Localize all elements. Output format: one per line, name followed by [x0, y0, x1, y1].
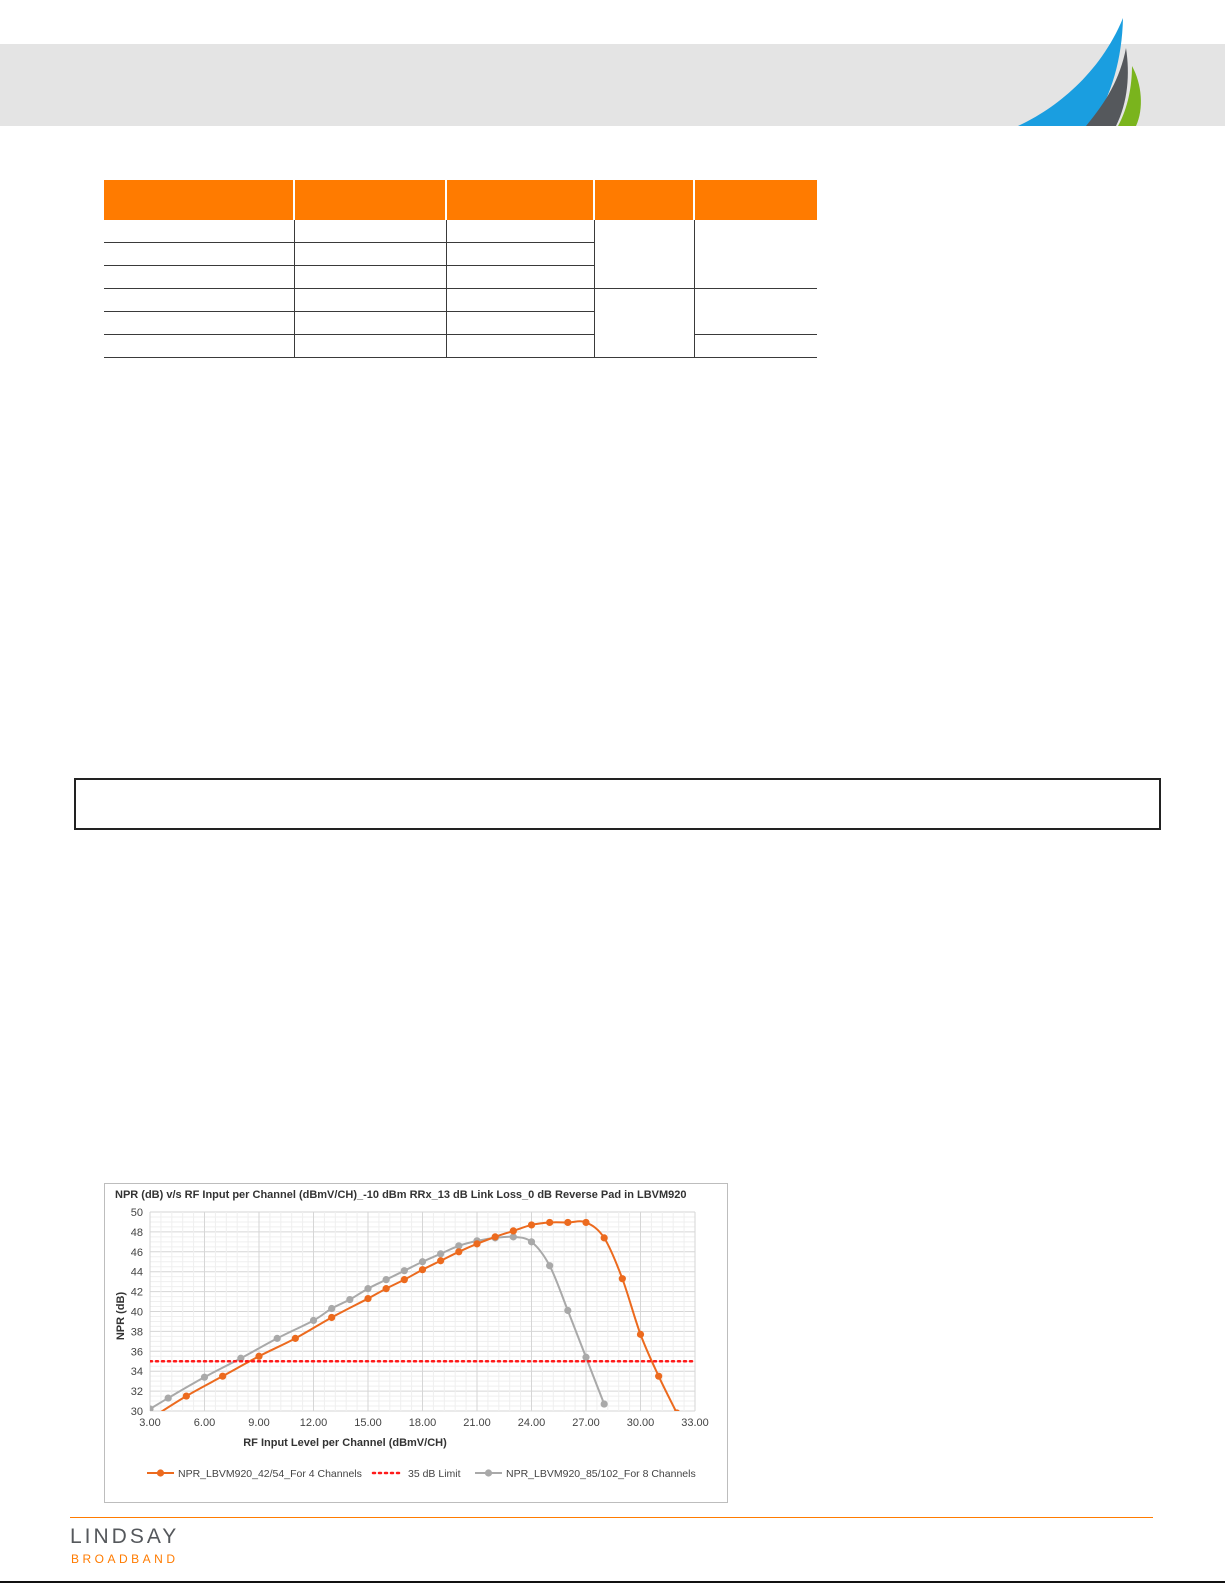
- sail-logo-icon: [1010, 14, 1160, 129]
- data-point: [328, 1314, 335, 1321]
- data-point: [401, 1267, 408, 1274]
- data-point: [364, 1285, 371, 1292]
- x-tick-label: 21.00: [463, 1417, 491, 1429]
- table-cell: [446, 266, 594, 289]
- y-tick-label: 44: [130, 1266, 143, 1279]
- table-cell: [594, 289, 694, 358]
- legend-marker: [157, 1469, 164, 1476]
- chart-legend: [147, 1468, 696, 1480]
- y-tick-label: 40: [130, 1306, 143, 1319]
- bottom-rule: [0, 1581, 1225, 1583]
- x-tick-label: 18.00: [408, 1417, 437, 1429]
- table-cell: [294, 266, 446, 289]
- spec-table: [104, 180, 817, 358]
- footer-logo: [70, 1525, 250, 1571]
- data-point: [528, 1238, 535, 1245]
- data-point: [310, 1317, 317, 1324]
- table-cell: [104, 266, 294, 289]
- table-cell: [104, 289, 294, 312]
- x-tick-label: 3.00: [139, 1417, 161, 1429]
- brand-name: LINDSAY: [70, 1525, 180, 1548]
- table-cell: [104, 335, 294, 358]
- data-point: [274, 1335, 281, 1342]
- table-cell: [104, 243, 294, 266]
- table-cell: [694, 335, 817, 358]
- x-tick-label: 30.00: [626, 1417, 655, 1429]
- spec-table-header: [104, 180, 817, 220]
- data-point: [673, 1409, 680, 1416]
- legend-label: 35 dB Limit: [408, 1468, 461, 1480]
- data-point: [455, 1248, 462, 1255]
- data-point: [165, 1394, 172, 1401]
- chart-svg: [105, 1184, 729, 1504]
- x-tick-label: 24.00: [517, 1417, 546, 1429]
- brand-tagline: BROADBAND: [71, 1552, 179, 1566]
- table-cell: [446, 220, 594, 243]
- x-tick-label: 15.00: [354, 1417, 382, 1429]
- npr-chart: [104, 1183, 728, 1503]
- data-point: [201, 1374, 208, 1381]
- header-cell: [694, 180, 817, 220]
- data-point: [419, 1266, 426, 1273]
- y-tick-label: 34: [130, 1366, 143, 1379]
- data-point: [492, 1233, 499, 1240]
- data-point: [546, 1219, 553, 1226]
- header-cell: [594, 180, 694, 220]
- legend-label: NPR_LBVM920_42/54_For 4 Channels: [178, 1468, 362, 1480]
- table-cell: [104, 312, 294, 335]
- y-tick-label: 50: [130, 1207, 143, 1219]
- y-axis-label: NPR (dB): [115, 1291, 127, 1341]
- table-cell: [294, 220, 446, 243]
- data-point: [364, 1295, 371, 1302]
- data-point: [582, 1354, 589, 1361]
- data-point: [383, 1276, 390, 1283]
- data-point: [183, 1392, 190, 1399]
- footer-rule: [70, 1517, 1153, 1518]
- x-tick-label: 27.00: [572, 1417, 600, 1429]
- data-point: [637, 1331, 644, 1338]
- data-point: [564, 1219, 571, 1226]
- chart-series: [146, 1219, 695, 1423]
- data-point: [255, 1353, 262, 1360]
- data-point: [437, 1257, 444, 1264]
- table-cell: [446, 289, 594, 312]
- data-point: [146, 1405, 153, 1412]
- y-tick-label: 48: [130, 1226, 143, 1239]
- table-cell: [294, 312, 446, 335]
- legend-label: NPR_LBVM920_85/102_For 8 Channels: [506, 1468, 696, 1480]
- table-cell: [446, 312, 594, 335]
- y-tick-label: 30: [130, 1406, 143, 1418]
- data-point: [601, 1234, 608, 1241]
- table-cell: [294, 335, 446, 358]
- x-tick-label: 9.00: [248, 1417, 270, 1429]
- x-tick-label: 33.00: [681, 1417, 709, 1429]
- table-cell: [104, 220, 294, 243]
- data-point: [437, 1250, 444, 1257]
- data-point: [401, 1276, 408, 1283]
- x-tick-label: 6.00: [193, 1417, 216, 1429]
- data-point: [292, 1335, 299, 1342]
- table-cell: [294, 243, 446, 266]
- data-point: [564, 1307, 571, 1314]
- data-point: [473, 1240, 480, 1247]
- data-point: [328, 1305, 335, 1312]
- table-cell: [694, 220, 817, 289]
- header-cell: [446, 180, 594, 220]
- table-cell: [446, 335, 594, 358]
- table-cell: [694, 289, 817, 335]
- table-row: [104, 335, 817, 358]
- data-point: [346, 1296, 353, 1303]
- data-point: [383, 1285, 390, 1292]
- y-tick-label: 38: [130, 1326, 143, 1339]
- y-tick-label: 36: [130, 1346, 143, 1359]
- y-tick-label: 32: [130, 1386, 143, 1399]
- x-axis-label: RF Input Level per Channel (dBmV/CH): [243, 1437, 447, 1449]
- data-point: [219, 1373, 226, 1380]
- table-cell: [446, 243, 594, 266]
- data-point: [655, 1373, 662, 1380]
- chart-title: NPR (dB) v/s RF Input per Channel (dBmV/CH)_-10 dBm RRx_13 dB Link Loss_0 dB Reverse Pad in LBVM920: [115, 1189, 687, 1201]
- x-tick-label: 12.00: [299, 1417, 328, 1429]
- header-cell: [294, 180, 446, 220]
- y-tick-label: 46: [130, 1246, 143, 1259]
- data-point: [419, 1258, 426, 1265]
- data-point: [510, 1227, 517, 1234]
- data-point: [582, 1219, 589, 1226]
- data-point: [546, 1262, 553, 1269]
- y-tick-label: 42: [130, 1286, 143, 1299]
- table-cell: [594, 220, 694, 289]
- table-row: [104, 289, 817, 312]
- chart-grid: [150, 1212, 695, 1411]
- table-row: [104, 220, 817, 243]
- note-box: [74, 778, 1161, 830]
- table-cell: [294, 289, 446, 312]
- series-line: [150, 1237, 604, 1409]
- data-point: [528, 1221, 535, 1228]
- header-cell: [104, 180, 294, 220]
- legend-marker: [485, 1469, 492, 1476]
- data-point: [601, 1400, 608, 1407]
- data-point: [619, 1275, 626, 1282]
